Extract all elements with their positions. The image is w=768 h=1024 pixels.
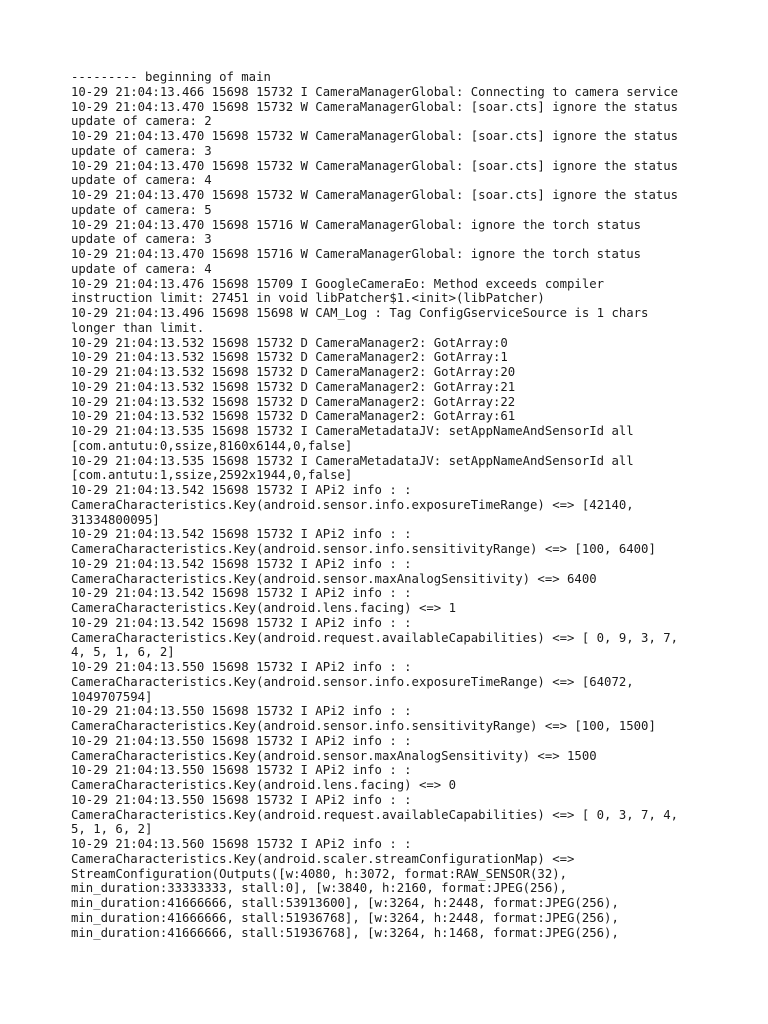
log-line: CameraCharacteristics.Key(android.sensor.info.sensitivityRange) <=> [100, 6400] [71, 542, 656, 556]
log-line: min_duration:41666666, stall:51936768], [w:3264, h:1468, format:JPEG(256), [71, 925, 619, 940]
log-line: CameraCharacteristics.Key(android.request.availableCapabilities) <=> [ 0, 9, 3, 7, [71, 630, 679, 645]
log-line: 10-29 21:04:13.550 15698 15732 I APi2 info : : [71, 763, 412, 778]
log-line: min_duration:41666666, stall:53913600], [w:3264, h:2448, format:JPEG(256), [71, 896, 619, 910]
log-line: 10-29 21:04:13.542 15698 15732 I APi2 info : : [71, 483, 412, 497]
log-line: CameraCharacteristics.Key(android.sensor.info.exposureTimeRange) <=> [42140, [71, 497, 634, 512]
log-line: StreamConfiguration(Outputs([w:4080, h:3072, format:RAW_SENSOR(32), [71, 866, 568, 881]
log-line: 10-29 21:04:13.470 15698 15732 W CameraManagerGlobal: [soar.cts] ignore the status [71, 129, 679, 143]
log-line: --------- beginning of main [71, 70, 271, 84]
log-line: 31334800095] [71, 512, 160, 527]
log-line: CameraCharacteristics.Key(android.sensor.info.exposureTimeRange) <=> [64072, [71, 674, 634, 689]
log-line: CameraCharacteristics.Key(android.lens.facing) <=> 0 [71, 778, 456, 792]
log-line: 10-29 21:04:13.532 15698 15732 D CameraManager2: GotArray:1 [71, 350, 508, 365]
log-line: CameraCharacteristics.Key(android.sensor.maxAnalogSensitivity) <=> 1500 [71, 748, 597, 763]
log-line: CameraCharacteristics.Key(android.sensor.info.sensitivityRange) <=> [100, 1500] [71, 719, 656, 733]
log-line: min_duration:33333333, stall:0], [w:3840, h:2160, format:JPEG(256), [71, 881, 568, 896]
log-line: 10-29 21:04:13.550 15698 15732 I APi2 info : : [71, 792, 412, 807]
log-line: 10-29 21:04:13.542 15698 15732 I APi2 info : : [71, 556, 412, 571]
log-line: 10-29 21:04:13.560 15698 15732 I APi2 info : : [71, 837, 412, 851]
log-line: 10-29 21:04:13.470 15698 15732 W CameraManagerGlobal: [soar.cts] ignore the status [71, 99, 679, 114]
log-line: CameraCharacteristics.Key(android.sensor.maxAnalogSensitivity) <=> 6400 [71, 571, 597, 586]
log-line: min_duration:41666666, stall:51936768], [w:3264, h:2448, format:JPEG(256), [71, 910, 619, 925]
log-line: update of camera: 3 [71, 232, 212, 247]
log-line: 10-29 21:04:13.542 15698 15732 I APi2 info : : [71, 586, 412, 601]
log-line: 10-29 21:04:13.550 15698 15732 I APi2 info : : [71, 660, 412, 674]
log-line: instruction limit: 27451 in void libPatcher$1.<init>(libPatcher) [71, 291, 545, 306]
log-line: 10-29 21:04:13.466 15698 15732 I CameraManagerGlobal: Connecting to camera service [71, 84, 679, 99]
log-line: 10-29 21:04:13.476 15698 15709 I GoogleCameraEo: Method exceeds compiler [71, 276, 605, 291]
log-line: [com.antutu:1,ssize,2592x1944,0,false] [71, 468, 353, 483]
log-line: 10-29 21:04:13.470 15698 15716 W CameraManagerGlobal: ignore the torch status [71, 217, 642, 232]
log-line: 5, 1, 6, 2] [71, 822, 153, 837]
log-line: 10-29 21:04:13.535 15698 15732 I CameraMetadataJV: setAppNameAndSensorId all [71, 453, 634, 468]
log-line: 10-29 21:04:13.532 15698 15732 D CameraManager2: GotArray:61 [71, 409, 516, 424]
log-line: update of camera: 3 [71, 143, 212, 158]
log-line: [com.antutu:0,ssize,8160x6144,0,false] [71, 438, 353, 453]
log-line: 10-29 21:04:13.535 15698 15732 I CameraMetadataJV: setAppNameAndSensorId all [71, 424, 634, 438]
log-line: 10-29 21:04:13.532 15698 15732 D CameraManager2: GotArray:22 [71, 394, 516, 409]
log-line: 10-29 21:04:13.532 15698 15732 D CameraManager2: GotArray:20 [71, 365, 516, 379]
log-line: 10-29 21:04:13.542 15698 15732 I APi2 info : : [71, 527, 412, 542]
log-line: 10-29 21:04:13.532 15698 15732 D CameraManager2: GotArray:21 [71, 379, 516, 394]
log-line: CameraCharacteristics.Key(android.lens.facing) <=> 1 [71, 601, 456, 615]
log-line: 10-29 21:04:13.550 15698 15732 I APi2 info : : [71, 704, 412, 719]
log-line: 10-29 21:04:13.470 15698 15716 W CameraManagerGlobal: ignore the torch status [71, 247, 642, 261]
log-line: update of camera: 4 [71, 261, 212, 276]
log-line: longer than limit. [71, 320, 205, 335]
log-line: CameraCharacteristics.Key(android.request.availableCapabilities) <=> [ 0, 3, 7, 4, [71, 807, 679, 822]
log-line: update of camera: 4 [71, 173, 212, 188]
log-line: update of camera: 2 [71, 114, 212, 129]
log-line: CameraCharacteristics.Key(android.scaler.streamConfigurationMap) <=> [71, 851, 575, 866]
log-text-block [71, 70, 711, 940]
log-line: 10-29 21:04:13.542 15698 15732 I APi2 info : : [71, 615, 412, 630]
log-line: 1049707594] [71, 689, 153, 704]
log-line: 10-29 21:04:13.550 15698 15732 I APi2 info : : [71, 733, 412, 748]
log-line: 10-29 21:04:13.496 15698 15698 W CAM_Log : Tag ConfigGserviceSource is 1 chars [71, 306, 649, 320]
log-line: update of camera: 5 [71, 202, 212, 217]
log-line: 10-29 21:04:13.470 15698 15732 W CameraManagerGlobal: [soar.cts] ignore the status [71, 188, 679, 202]
log-line: 10-29 21:04:13.532 15698 15732 D CameraManager2: GotArray:0 [71, 335, 508, 350]
log-line: 4, 5, 1, 6, 2] [71, 645, 175, 660]
log-line: 10-29 21:04:13.470 15698 15732 W CameraManagerGlobal: [soar.cts] ignore the status [71, 158, 679, 173]
